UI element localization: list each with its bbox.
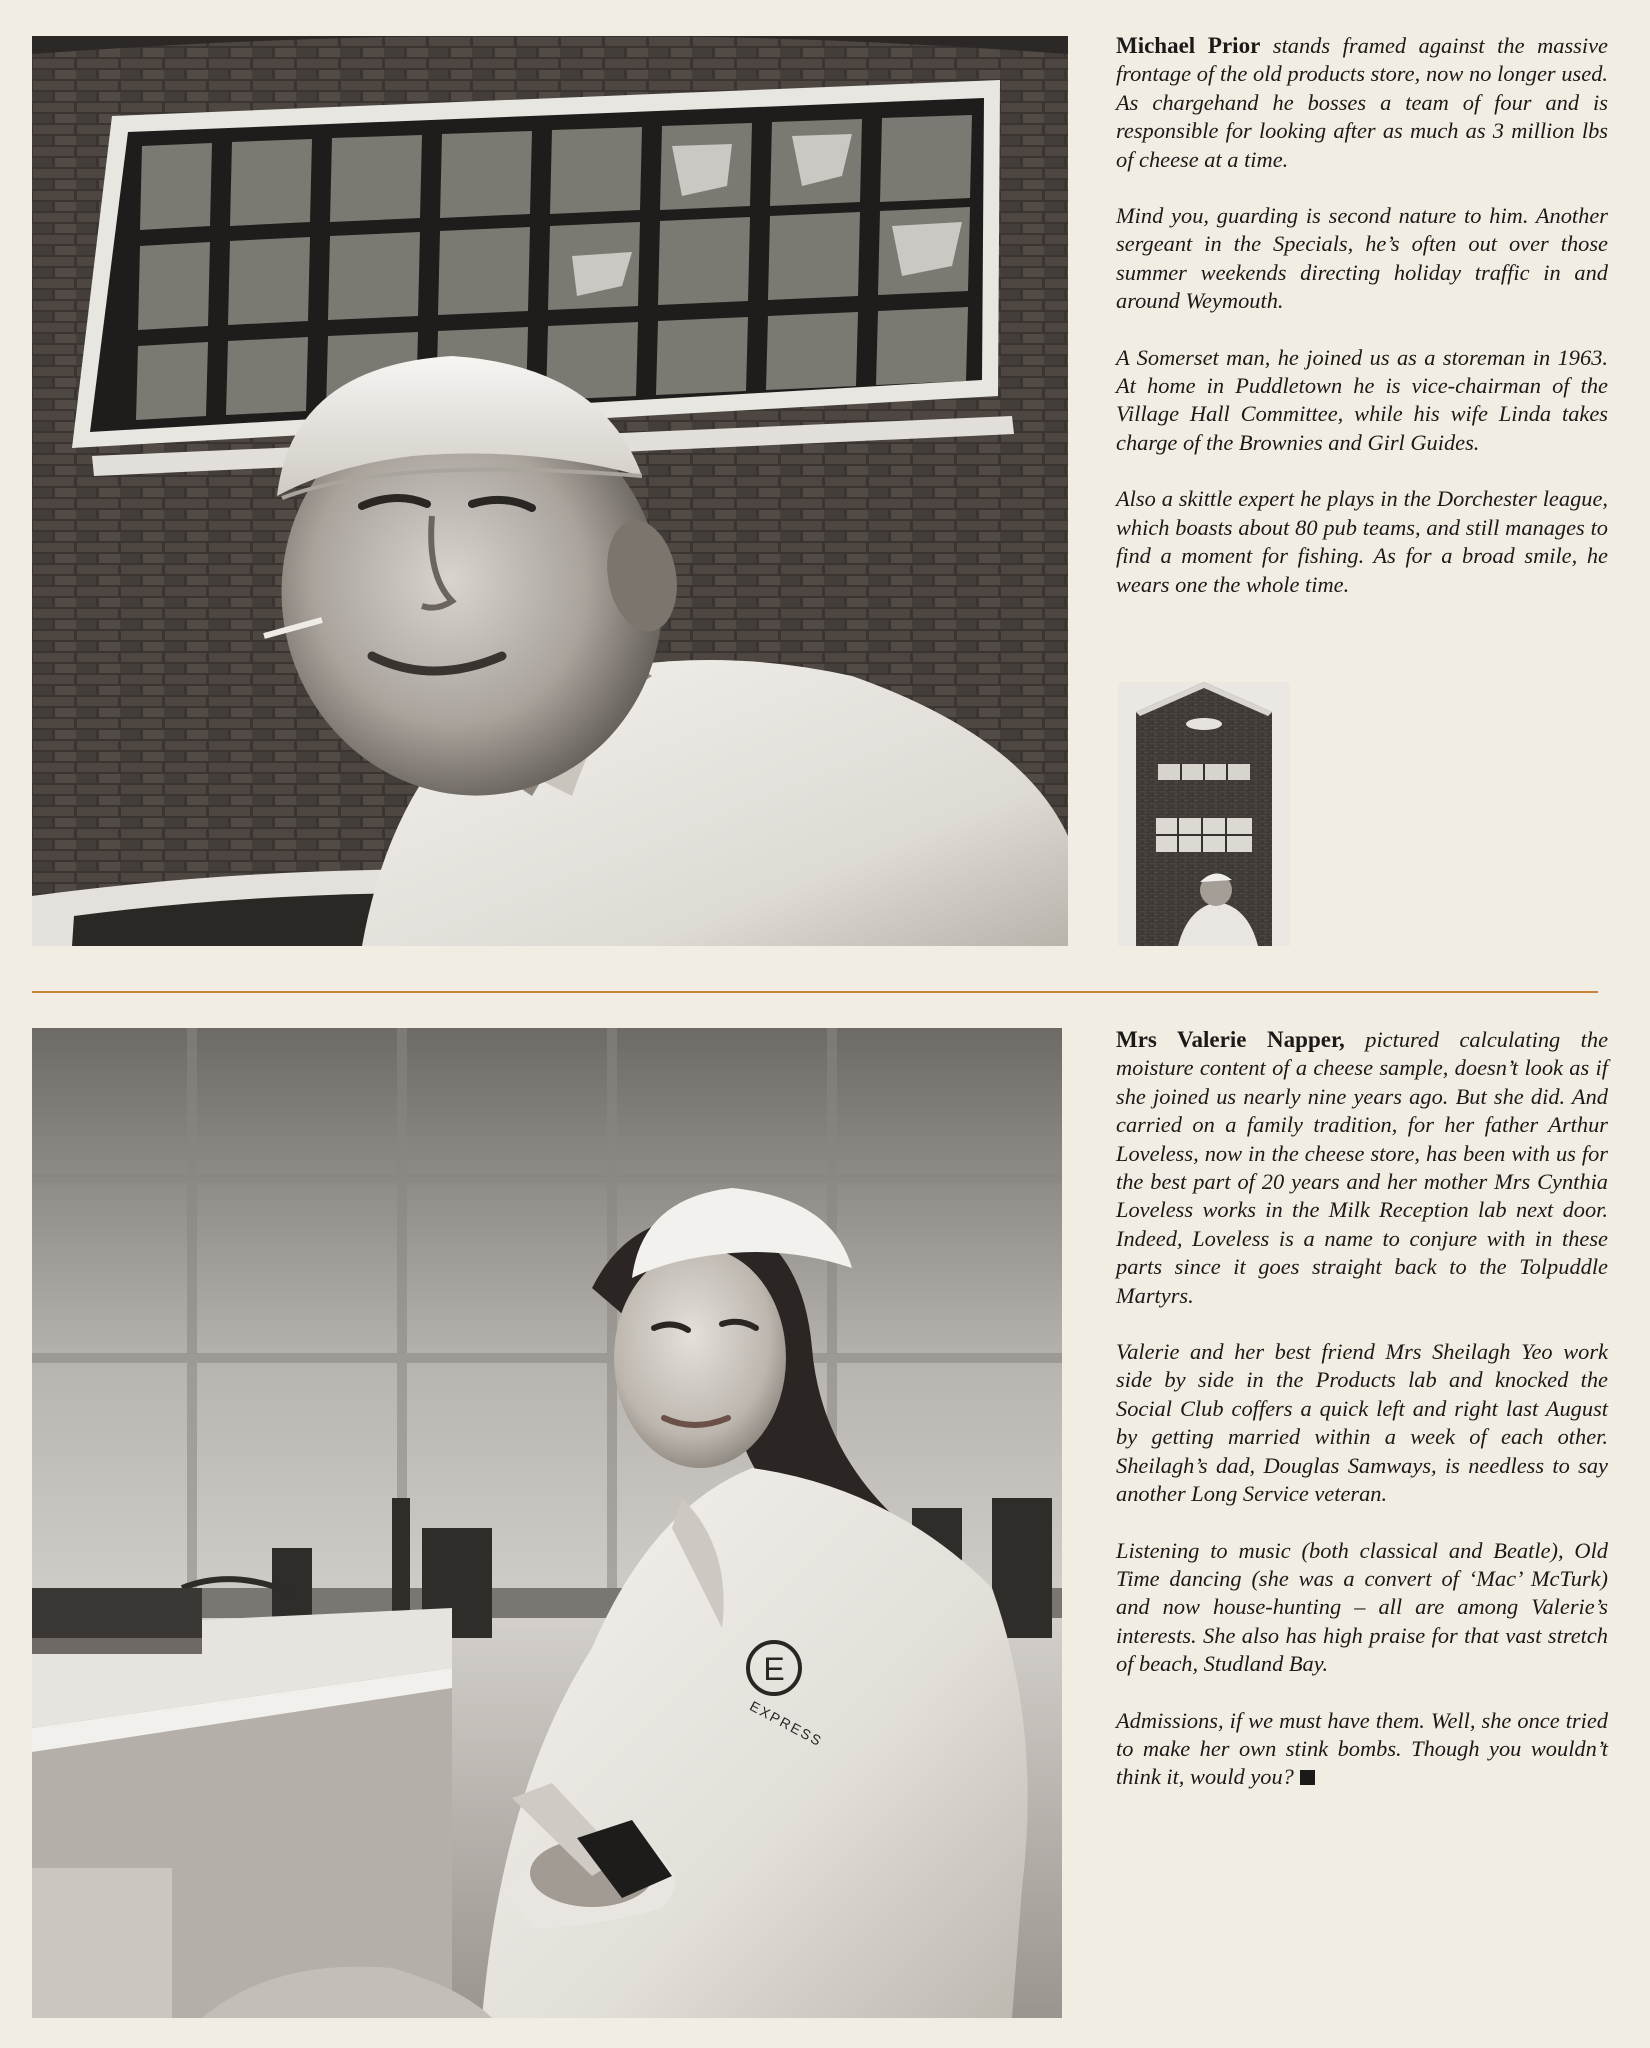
paragraph: Mind you, guarding is second nature to him. Another sergeant in the Specials, he’s often out over those summer weekends directing holiday traffic in and around Weymouth.	[1116, 203, 1608, 314]
person-name: Mrs Valerie Napper,	[1116, 1027, 1345, 1052]
coat-badge-letter: E	[763, 1651, 785, 1687]
end-of-article-mark	[1300, 1770, 1315, 1785]
photo-michael-prior-thumbnail	[1118, 682, 1290, 946]
paragraph	[1116, 1026, 1608, 1310]
paragraph: A Somerset man, he joined us as a storeman in 1963. At home in Puddletown he is vice-chairman of the Village Hall Committee, while his wife Linda takes charge of the Brownies and Girl Guides.	[1116, 344, 1608, 455]
paragraph: Also a skittle expert he plays in the Dorchester league, which boasts about 80 pub teams, and still manages to find a moment for fishing. As for a broad smile, he wears one the whole time.	[1116, 486, 1608, 597]
paragraph: Valerie and her best friend Mrs Sheilagh Yeo work side by side in the Products lab and knocked the Social Club coffers a quick left and right last August by getting married within a week of each other. Sheilagh’s dad, Douglas Samways, is needless to say another Long Service veteran.	[1116, 1339, 1608, 1507]
photo-thumbnail-image	[1118, 682, 1290, 946]
coat-badge-text: EXPRESS	[747, 1697, 826, 1750]
article-valerie-napper	[1116, 1026, 1608, 1820]
photo-valerie-napper-image	[32, 1028, 1062, 2018]
photo-michael-prior-image	[32, 36, 1068, 946]
photo-michael-prior	[32, 36, 1068, 946]
paragraph-text: stands framed against the massive frontage of the old products store, now no longer used. As chargehand he bosses a team of four and is responsible for looking after as much as 3 million lbs of cheese at a time.	[1116, 33, 1608, 172]
paragraph	[1116, 1707, 1608, 1792]
paragraph	[1116, 32, 1608, 174]
article-michael-prior	[1116, 32, 1608, 627]
paragraph: Listening to music (both classical and Beatle), Old Time dancing (she was a convert of ‘Mac’ McTurk) and now house-hunting – all are among Valerie’s interests. She also has high praise for that vast stretch of beach, Studland Bay.	[1116, 1537, 1608, 1677]
photo-valerie-napper	[32, 1028, 1062, 2018]
paragraph-text: pictured calculating the moisture content of a cheese sample, doesn’t look as if she joined us nearly nine years ago. But she did. And carried on a family tradition, for her father Arthur Loveless, now in the cheese store, has been with us for the best part of 20 years and her mother Mrs Cynthia Loveless works in the Milk Reception lab next door. Indeed, Loveless is a name to conjure with in these parts since it goes straight back to the Tolpuddle Martyrs.	[1116, 1027, 1609, 1308]
paragraph-text: Admissions, if we must have them. Well, she once tried to make her own stink bombs. Though you wouldn’t think it, would you?	[1116, 1707, 1608, 1790]
section-divider	[32, 991, 1598, 993]
person-name: Michael Prior	[1116, 33, 1261, 58]
